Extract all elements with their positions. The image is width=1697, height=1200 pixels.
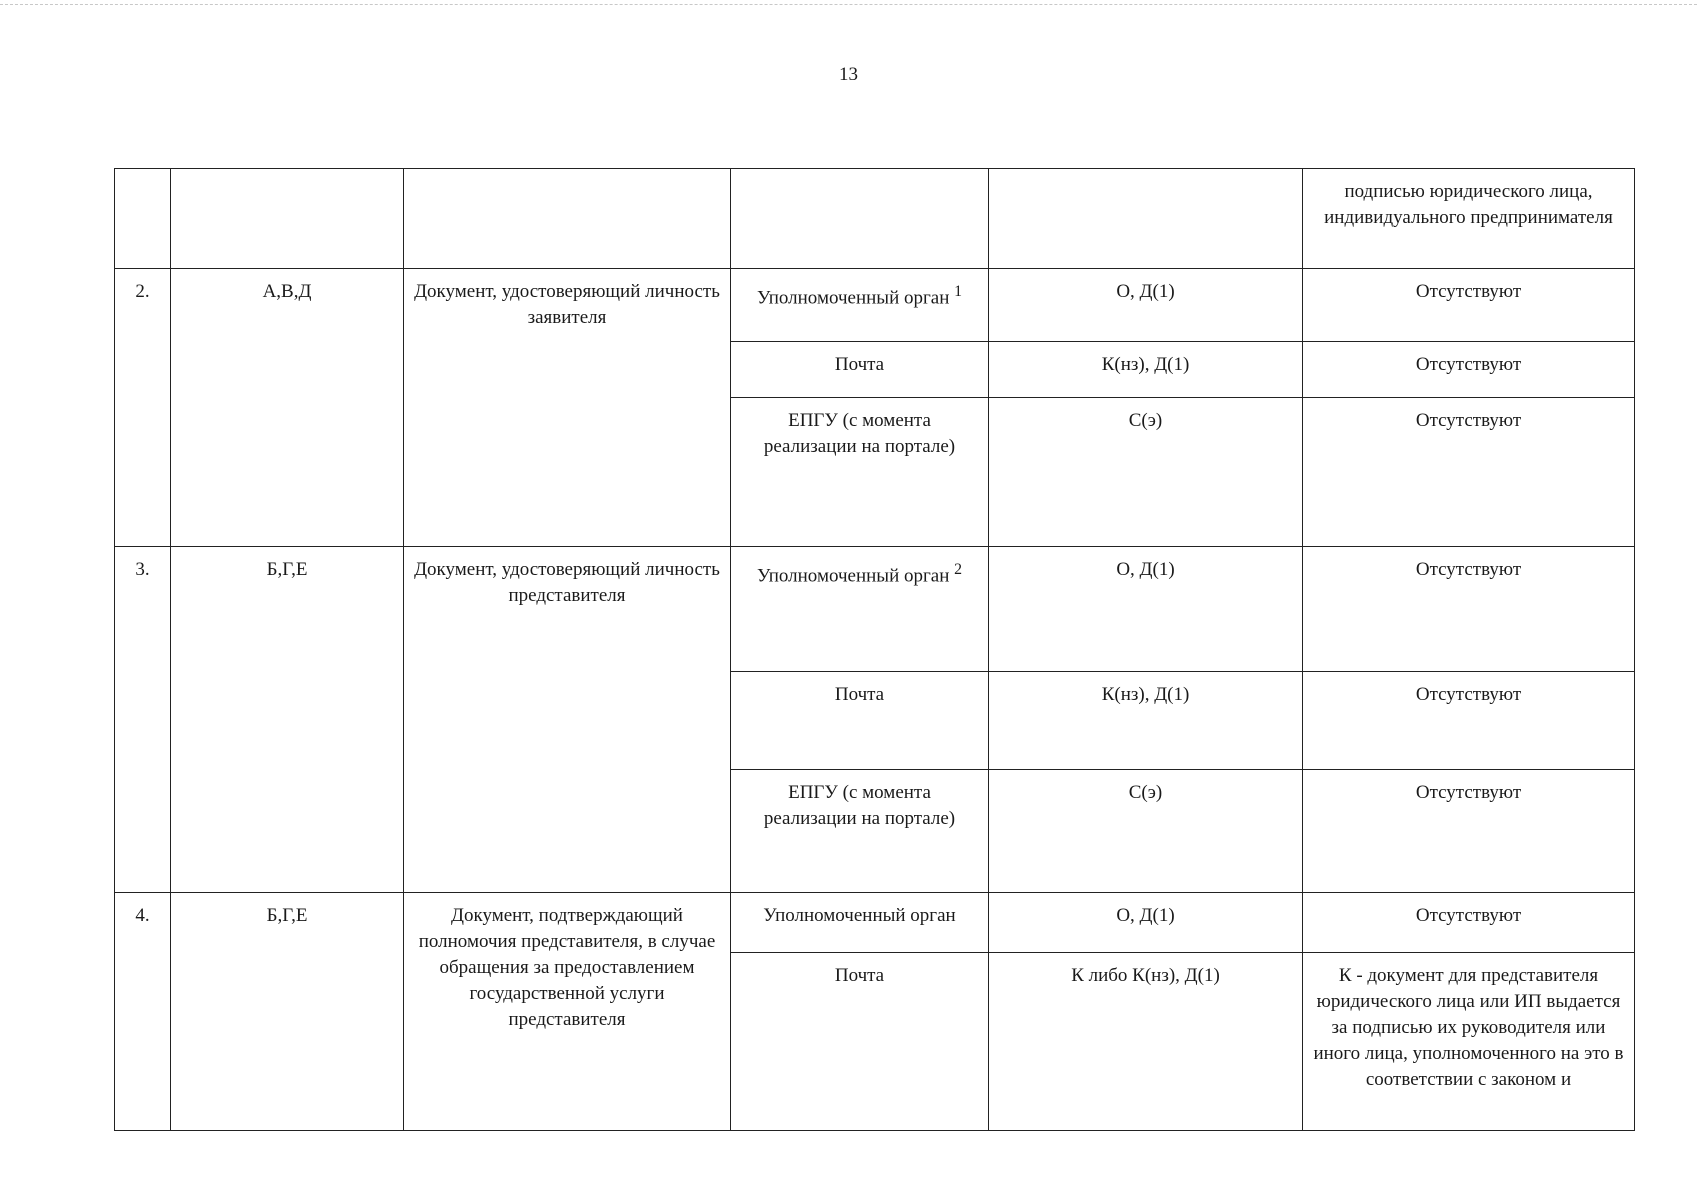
table-cell-empty bbox=[731, 169, 989, 269]
footnote-marker: 1 bbox=[954, 283, 963, 300]
channel-label: ЕПГУ (с момента реализации на портале) bbox=[731, 770, 989, 893]
submission-form: О, Д(1) bbox=[989, 269, 1303, 342]
requirements-note: Отсутствуют bbox=[1303, 770, 1635, 893]
row-number: 3. bbox=[115, 547, 171, 893]
document-name: Документ, удостоверяющий личность заявителя bbox=[404, 269, 731, 547]
channel-label: Уполномоченный орган bbox=[731, 893, 989, 953]
submission-form: К либо К(нз), Д(1) bbox=[989, 953, 1303, 1131]
channel-label: Уполномоченный орган bbox=[756, 565, 950, 587]
document-name: Документ, подтверждающий полномочия представителя, в случае обращения за предоставлением государственной услуги представителя bbox=[404, 893, 731, 1131]
table-cell-empty bbox=[989, 169, 1303, 269]
channel-label: ЕПГУ (с момента реализации на портале) bbox=[731, 398, 989, 547]
table-cell-empty bbox=[115, 169, 171, 269]
requirements-note: Отсутствуют bbox=[1303, 269, 1635, 342]
requirements-note: Отсутствуют bbox=[1303, 547, 1635, 672]
requirements-note: Отсутствуют bbox=[1303, 342, 1635, 398]
table-row-continuation bbox=[115, 169, 1635, 269]
submission-form: С(э) bbox=[989, 398, 1303, 547]
documents-table bbox=[114, 168, 1635, 1131]
continuation-note: подписью юридического лица, индивидуального предпринимателя bbox=[1303, 169, 1635, 269]
applicant-categories: Б,Г,Е bbox=[171, 547, 404, 893]
submission-form: С(э) bbox=[989, 770, 1303, 893]
requirements-note: Отсутствуют bbox=[1303, 672, 1635, 770]
row-number: 2. bbox=[115, 269, 171, 547]
channel-label: Уполномоченный орган bbox=[756, 287, 950, 309]
submission-form: О, Д(1) bbox=[989, 547, 1303, 672]
channel-cell bbox=[731, 547, 989, 672]
channel-cell bbox=[731, 269, 989, 342]
submission-form: К(нз), Д(1) bbox=[989, 342, 1303, 398]
table-row bbox=[115, 547, 1635, 672]
requirements-note: Отсутствуют bbox=[1303, 893, 1635, 953]
table-cell-empty bbox=[171, 169, 404, 269]
channel-label: Почта bbox=[731, 953, 989, 1131]
channel-label: Почта bbox=[731, 342, 989, 398]
page-number: 13 bbox=[839, 64, 858, 85]
footnote-marker: 2 bbox=[954, 561, 963, 578]
requirements-note: Отсутствуют bbox=[1303, 398, 1635, 547]
row-number: 4. bbox=[115, 893, 171, 1131]
applicant-categories: А,В,Д bbox=[171, 269, 404, 547]
document-name: Документ, удостоверяющий личность представителя bbox=[404, 547, 731, 893]
applicant-categories: Б,Г,Е bbox=[171, 893, 404, 1131]
channel-label: Почта bbox=[731, 672, 989, 770]
scan-top-edge bbox=[0, 4, 1697, 5]
table-cell-empty bbox=[404, 169, 731, 269]
table-row bbox=[115, 893, 1635, 953]
table-row bbox=[115, 269, 1635, 342]
submission-form: О, Д(1) bbox=[989, 893, 1303, 953]
requirements-note: К - документ для представителя юридического лица или ИП выдается за подписью их руководителя или иного лица, уполномоченного на это в соответствии с законом и bbox=[1303, 953, 1635, 1131]
submission-form: К(нз), Д(1) bbox=[989, 672, 1303, 770]
